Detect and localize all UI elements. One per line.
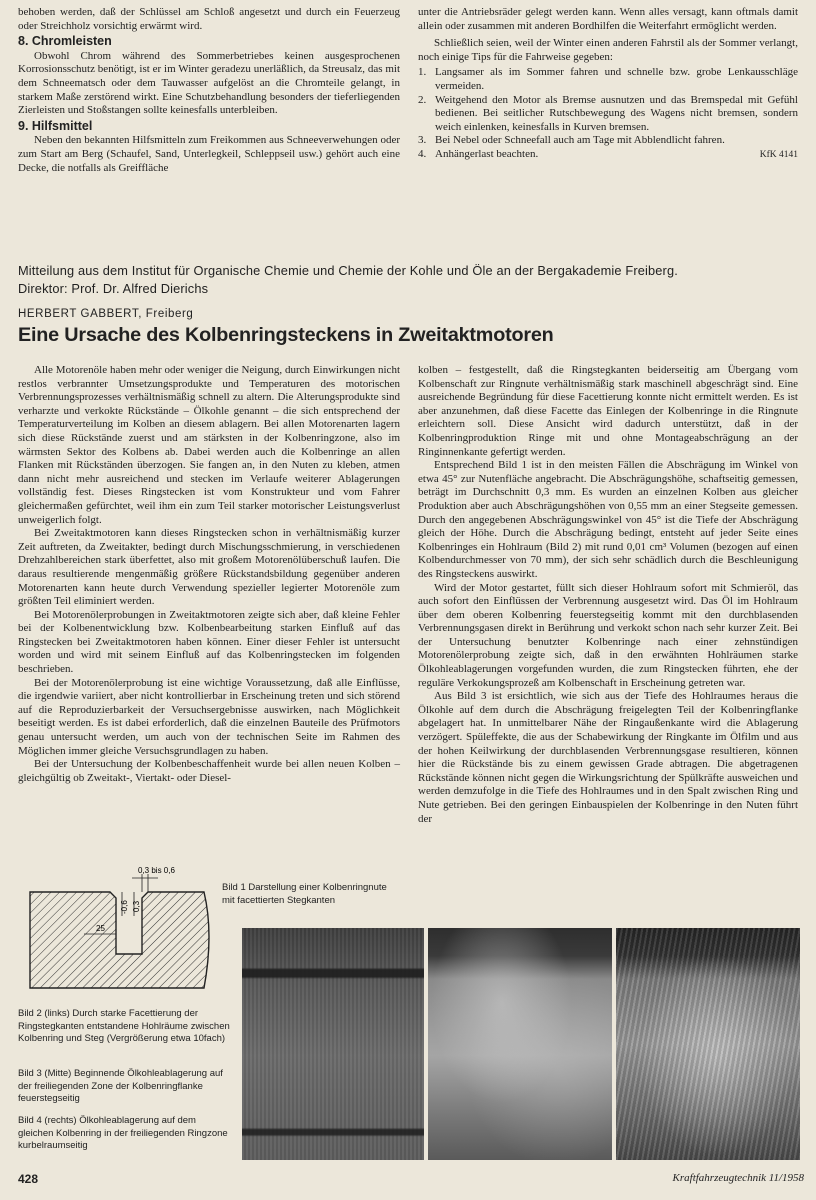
institute-line: Mitteilung aus dem Institut für Organische Chemie und Chemie der Kohle und Öle an der Bergakademie Freiberg. Direktor: Prof. Dr. Alfred Dierichs xyxy=(18,263,678,296)
dim-label-v2: 0,3 xyxy=(132,900,141,912)
paragraph: Aus Bild 3 ist ersichtlich, wie sich aus der Tiefe des Hohlraumes heraus die Ölkohle auf dem durch die Abschrägung freigelegten Teil der Kolbenringflanke abgelagert hat. In unmittelbarer Nähe der Ringaußenkante wird die Ablagerung verzögert. Spüleffekte, die aus der Schabewirkung der Ringkante im Ölfilm und aus der hohen Keilwirkung der durchblasenden Verbrennungsgase resultieren, können hier die Rückstände bis zu einem gewissen Grade abtragen. Die abgetragenen Rückstände können nicht gegen die Wirkungsrichtung der Spülkräfte ausweichen und werden demzufolge in die Tiefe des Hohlraumes und in den Spalt zwischen Ring und Nute getrieben. Bei den geringen Einbauspielen der Kolbenringe in den Nuten führt der xyxy=(418,690,798,825)
top-left-column xyxy=(18,6,400,175)
paragraph: Entsprechend Bild 1 ist in den meisten Fällen die Abschrägung im Winkel von etwa 45° zur Nutenfläche angebracht. Die Abschrägungshöhe, schaftseitig gemessen, beträgt im Durchschnitt 0,3 mm. Es wurden an einzelnen Kolben aus gleicher Produktion aber auch Abschrägungshöhen von 0,55 mm an einer Stegseite gemessen. Durch den angegebenen Abschrägungswinkel von 45° ist die Tiefe der Abschrägung gleich der Höhe. Durch die Abschrägung bedingt, entsteht auf jeder Seite eines Kolbenringes ein Hohlraum (Bild 2) mit rund 0,01 cm³ Volumen (bezogen auf einen Kolbendurchmesser von 70 mm), der sich sehr schädlich durch die Beschleunigung des Ringsteckens auswirkt. xyxy=(418,459,798,580)
photo-bild-3 xyxy=(428,928,612,1160)
dim-label-top: 0,3 bis 0,6 xyxy=(138,866,175,875)
article-right-column xyxy=(418,364,798,826)
photo-bild-2 xyxy=(242,928,424,1160)
paragraph: Bei Zweitaktmotoren kann dieses Ringstecken schon in verhältnismäßig kurzer Zeit auftreten, da Zweitakter, bedingt durch Mischungsschmierung, in verschiedenen Drehzahlbereichen stark überfettet, also mit großem Motorenölüberschuß laufen. Die daraus resultierende mengenmäßig größere Rückstandsbildung gegenüber anderen Motorenarten kann heute durch Verwendung spezieller legierter Motorenöle zum größten Teil eliminiert werden. xyxy=(18,527,400,608)
figure-caption-3: Bild 3 (Mitte) Beginnende Ölkohleablagerung auf der freiliegenden Zone der Kolbenringflanke feuerstegseitig xyxy=(18,1068,223,1104)
paragraph: Schließlich seien, weil der Winter einen anderen Fahrstil als der Sommer verlangt, noch einige Tips für die Fahrweise gegeben: xyxy=(418,37,798,63)
list-item: 3. Bei Nebel oder Schneefall auch am Tage mit Abblendlicht fahren. xyxy=(418,134,725,147)
paragraph: unter die Antriebsräder gelegt werden kann. Wenn alles versagt, kann oftmals damit allein oder zusammen mit anderen Bordhilfen die Weiterfahrt ermöglicht werden. xyxy=(418,6,798,32)
section-heading: 9. Hilfsmittel xyxy=(18,118,93,133)
tips-list xyxy=(418,66,798,161)
paragraph: behoben werden, daß der Schlüssel am Schloß angesetzt und durch ein Feuerzeug oder Streichholz vorsichtig erwärmt wird. xyxy=(18,6,400,32)
article-title: Eine Ursache des Kolbenringsteckens in Zweitaktmotoren xyxy=(18,324,554,346)
list-item: 2. Weitgehend den Motor als Bremse ausnutzen und das Bremspedal mit Gefühl bedienen. Bei seitlicher Rutschbewegung des Wagens nicht bremsen, sondern weich einlenken, keinesfalls in Kurven bremsen. xyxy=(418,93,798,133)
photo-bild-4 xyxy=(616,928,800,1160)
top-right-column xyxy=(418,6,798,162)
list-item: 1. Langsamer als im Sommer fahren und schnelle bzw. grobe Lenkausschläge vermeiden. xyxy=(418,66,798,92)
journal-name: Kraftfahrzeugtechnik 11/1958 xyxy=(672,1172,804,1184)
list-item: 4. Anhängerlast beachten. xyxy=(418,147,539,160)
article-code: KfK 4141 xyxy=(759,149,798,160)
paragraph: Bei der Untersuchung der Kolbenbeschaffenheit wurde bei allen neuen Kolben – gleichgültig ob Zweitakt-, Viertakt- oder Diesel- xyxy=(18,758,400,784)
paragraph: Obwohl Chrom während des Sommerbetriebes keinen ausgesprochenen Korrosionsschutz benötigt, ist er im Winter geradezu unerläßlich, da Streusalz, das mit dem Schneematsch oder dem Tauwasser aufgelöst an die Chromteile gelangt, in starkem Maße zerstörend wirkt. Eine Schutzbehandlung besonders der tieferliegenden Zierleisten und Stoßstangen sollte keinesfalls unterbleiben. xyxy=(18,49,400,117)
section-heading: 8. Chromleisten xyxy=(18,34,112,49)
article-left-column xyxy=(18,364,400,785)
ring-groove-diagram xyxy=(28,864,218,994)
paragraph: Bei der Motorenölerprobung ist eine wichtige Voraussetzung, daß alle Einflüsse, die irgendwie variiert, aber nicht kontrollierbar in Erscheinung treten und sich störend auf die Reproduzierbarkeit der Versuchsergebnisse auswirken, nach Möglichkeit beseitigt werden. Es ist dabei erforderlich, daß die einzelnen Bauteile des Prüfmotors genau untersucht werden, um auch von der technischen Seite im Rahmen des Möglichen immer gleiche Versuchsgrundlagen zu haben. xyxy=(18,676,400,757)
figure-caption-1: Bild 1 Darstellung einer Kolbenringnute mit facettierten Stegkanten xyxy=(222,882,387,906)
figure-caption-4: Bild 4 (rechts) Ölkohleablagerung auf dem gleichen Kolbenring in der freiliegenden Ringzone kurbelraumseitig xyxy=(18,1115,228,1151)
paragraph: Bei Motorenölerprobungen in Zweitaktmotoren zeigte sich aber, daß kleine Fehler bei der Kolbenentwicklung bzw. Kolbenbearbeitung starken Einfluß auf das Ringstecken bei Zweitaktmotoren haben können. Einer dieser Fehler ist untersucht worden und wird mit seinem Einfluß auf das Kolbenringstecken im folgenden beschrieben. xyxy=(18,608,400,676)
paragraph: Neben den bekannten Hilfsmitteln zum Freikommen aus Schneeverwehungen oder zum Start am Berg (Schaufel, Sand, Unterlegkeil, Schleppseil usw.) gehört auch eine Decke, die notfalls als Greiffläche xyxy=(18,134,400,174)
page-number: 428 xyxy=(18,1172,39,1186)
paragraph: Alle Motorenöle haben mehr oder weniger die Neigung, durch Einwirkungen nicht restlos verbrannter Umsetzungsprodukte und Temperaturen des motorischen Verbrennungsprozesses verhältnismäßig schnell zu altern. Die Alterungsprodukte sind verharzte und verkokte Rückstände – Ölkohle genannt – die sich entsprechend der Temperaturverteilung im Kolben an diesem ablagern. Bei allen Motorenarten lagern sich diese Rückstände zuerst und am stärksten in der Kolbenringzone, also im wärmsten Sektor des Kolbens ab. Dabei werden auch die Kolbenringe an allen Flanken mit Rückständen überzogen. Sie fangen an, in den Nuten zu kleben, atmen dann nicht mehr ausreichend und stecken im Verlaufe weiterer Ablagerungen vollständig fest. Dieses Ringstecken ist vom Konstrukteur und vom Fahrer gleichermaßen gefürchtet, weil ihm ein zum Teil starker motorischer Leistungsverlust unweigerlich folgt. xyxy=(18,364,400,526)
paragraph: Wird der Motor gestartet, füllt sich dieser Hohlraum sofort mit Schmieröl, das auch sofort den Einflüssen der Verbrennung ausgesetzt wird. Das Öl im Hohlraum über dem oberen Kolbenring feuerstegseitig kommt mit den durchblasenden Verbrennungsgasen direkt in Berührung und verkokt schon nach sehr kurzer Zeit. Bei der Untersuchung benutzter Kolbenringe nach einer zehnstündigen Motorenölerprobung zeigte sich, daß in den erwähnten Hohlräumen starke Ölkohleablagerungen vorgefunden wurden, die zum Ringstecken führten, ehe der reguläre Verkokungsprozeß am Kolbenschaft in Erscheinung getreten war. xyxy=(418,581,798,689)
dim-label-v1: -0,6 xyxy=(120,900,129,914)
dim-label-h: 25 xyxy=(96,924,105,933)
paragraph: kolben – festgestellt, daß die Ringstegkanten beiderseitig am Übergang vom Kolbenschaft zur Ringnute verhältnismäßig stark maschinell abgeschrägt sind. Eine ausreichende Begründung für diese Facettierung konnte nicht ermittelt werden. Es ist aber anzunehmen, daß diese Facette das Einlegen der Kolbenringe in die Ringnute erleichtern soll. Diese Ansicht wird dadurch unterstützt, daß in der Kolbenringproduktion Ringe mit und ohne Montageabschrägung an der Ringinnenkante gefertigt werden. xyxy=(418,364,798,458)
figure-caption-2: Bild 2 (links) Durch starke Facettierung der Ringstegkanten entstandene Hohlräume zwischen Kolbenring und Steg (Vergrößerung etwa 10fach) xyxy=(18,1008,230,1044)
author: HERBERT GABBERT, Freiberg xyxy=(18,308,194,320)
